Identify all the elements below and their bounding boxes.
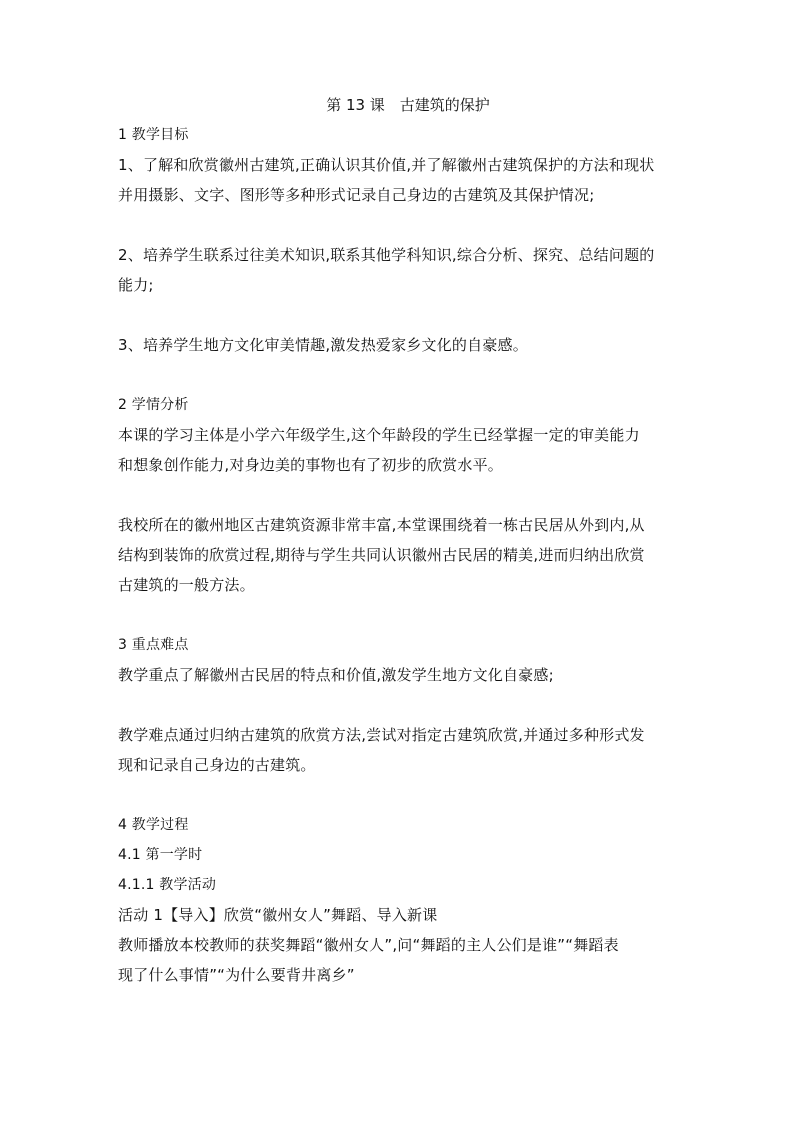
paragraph-spacer [118, 600, 678, 630]
paragraph-line: 3、培养学生地方文化审美情趣,激发热爱家乡文化的自豪感。 [118, 336, 528, 354]
section-heading-process: 4 教学过程 [118, 817, 189, 833]
paragraph-line: 2、培养学生联系过往美术知识,联系其他学科知识,综合分析、探究、总结问题的 [118, 246, 655, 264]
paragraph-line: 结构到装饰的欣赏过程,期待与学生共同认识徽州古民居的精美,进而归纳出欣赏 [118, 546, 645, 564]
paragraph-line: 古建筑的一般方法。 [118, 576, 255, 594]
paragraph-spacer [118, 360, 678, 390]
paragraph-line: 教学难点通过归纳古建筑的欣赏方法,尝试对指定古建筑欣赏,并通过多种形式发 [118, 726, 645, 744]
paragraph-line: 并用摄影、文字、图形等多种形式记录自己身边的古建筑及其保护情况; [118, 186, 595, 204]
paragraph-spacer [118, 480, 678, 510]
page-title: 第 13 课 古建筑的保护 [326, 96, 490, 114]
paragraph-line: 1、了解和欣赏徽州古建筑,正确认识其价值,并了解徽州古建筑保护的方法和现状 [118, 156, 655, 174]
paragraph-line: 本课的学习主体是小学六年级学生,这个年龄段的学生已经掌握一定的审美能力 [118, 426, 640, 444]
paragraph-line: 教师播放本校教师的获奖舞蹈“徽州女人”,问“舞蹈的主人公们是谁”“舞蹈表 [118, 936, 619, 954]
section-heading-objectives: 1 教学目标 [118, 127, 189, 143]
section-heading-key-points: 3 重点难点 [118, 637, 189, 653]
paragraph-line: 我校所在的徽州地区古建筑资源非常丰富,本堂课围绕着一栋古民居从外到内,从 [118, 516, 645, 534]
paragraph-line: 现和记录自己身边的古建筑。 [118, 756, 316, 774]
document-body [118, 92, 678, 990]
subsection-heading-activities: 4.1.1 教学活动 [118, 877, 217, 893]
paragraph-line: 和想象创作能力,对身边美的事物也有了初步的欣赏水平。 [118, 456, 503, 474]
paragraph-spacer [118, 210, 678, 240]
paragraph-line: 现了什么事情”“为什么要背井离乡” [118, 966, 355, 984]
paragraph-spacer [118, 690, 678, 720]
activity-title: 活动 1【导入】欣赏“徽州女人”舞蹈、导入新课 [118, 906, 438, 924]
paragraph-spacer [118, 300, 678, 330]
section-heading-analysis: 2 学情分析 [118, 397, 189, 413]
paragraph-spacer [118, 780, 678, 810]
subsection-heading-first-period: 4.1 第一学时 [118, 847, 203, 863]
paragraph-line: 教学重点了解徽州古民居的特点和价值,激发学生地方文化自豪感; [118, 666, 554, 684]
paragraph-line: 能力; [118, 276, 154, 294]
